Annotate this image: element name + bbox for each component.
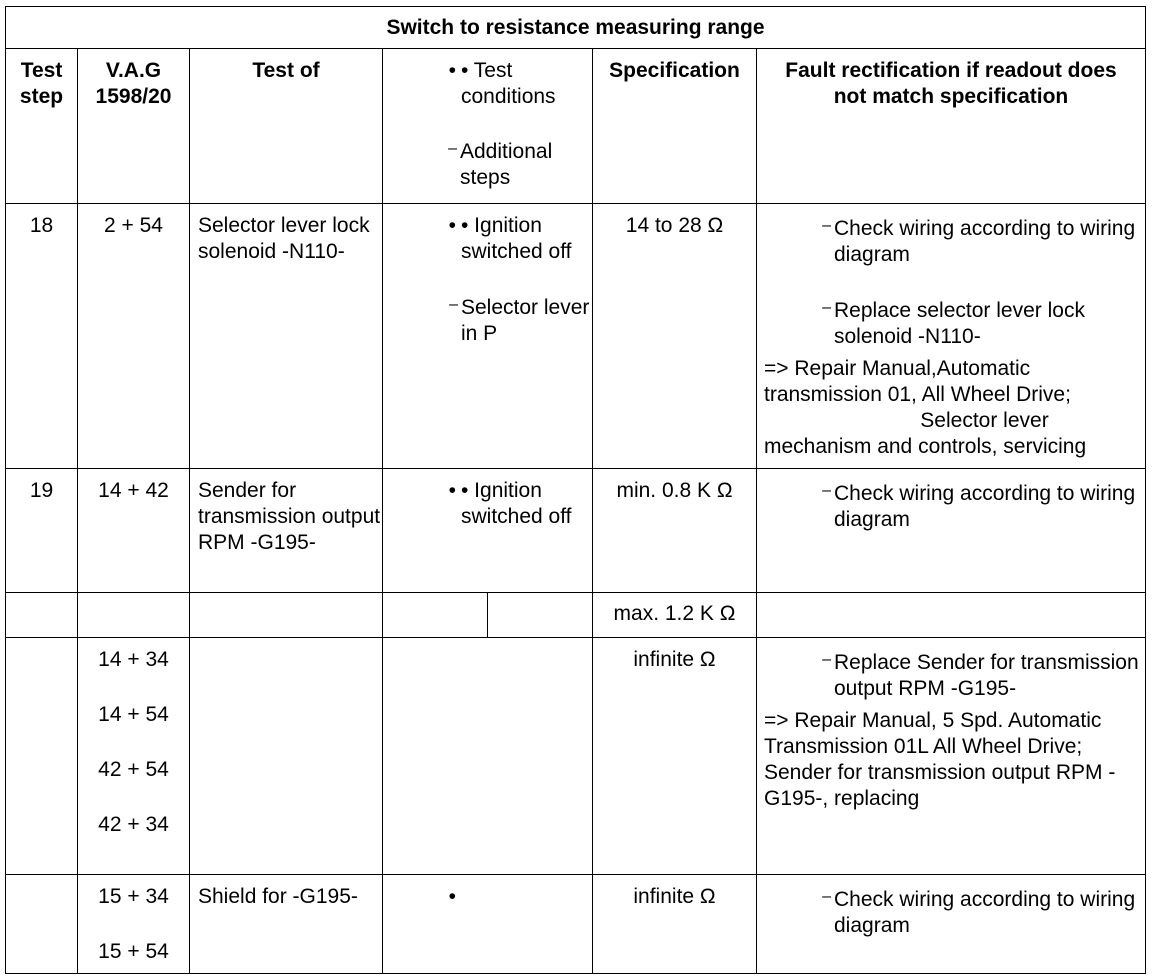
- dash-marker: –: [822, 299, 831, 316]
- fault-step-item: [764, 298, 1145, 350]
- vag-cell: [78, 638, 190, 875]
- table-row-step-19: [6, 469, 1146, 593]
- vag-pin-pair: 15 + 34: [98, 885, 169, 908]
- repair-manual-text: Selector lever: [920, 409, 1049, 432]
- vag-pin-pair: 14 + 54: [98, 703, 169, 726]
- test-of-cell: Selector lever lock solenoid -N110-: [190, 204, 383, 469]
- table-row-shield: [6, 875, 1146, 974]
- header-additional-text: Additional steps: [460, 140, 553, 189]
- bullet-marker: •: [448, 59, 456, 82]
- additional-step-item: [383, 295, 592, 347]
- bullet-marker: •: [448, 214, 456, 237]
- vag-cell: [78, 469, 190, 593]
- test-step-cell: 19: [6, 469, 78, 593]
- condition-text: • Ignition switched off: [461, 479, 572, 528]
- header-additional-item: [383, 139, 592, 191]
- header-condition-text: • Test conditions: [461, 59, 556, 108]
- conditions-cell: [383, 469, 593, 593]
- fault-step-text: Replace Sender for transmission output RPM -G195-: [834, 651, 1139, 700]
- vag-pin-pair: 15 + 54: [98, 940, 169, 963]
- resistance-test-table: [5, 6, 1146, 974]
- split-cell: [383, 593, 593, 638]
- fault-cell: [757, 204, 1146, 469]
- fault-step-text: Check wiring according to wiring diagram: [834, 888, 1136, 937]
- dash-marker: –: [822, 482, 831, 499]
- test-of-cell: Sender for transmission output RPM -G195-: [190, 469, 383, 593]
- dash-marker: –: [822, 888, 831, 905]
- fault-step-item: [764, 213, 1145, 268]
- additional-step-text: Selector lever in P: [461, 296, 590, 345]
- specification-cell: max. 1.2 K Ω: [593, 593, 757, 638]
- vag-pin-pair: 2 + 54: [104, 214, 163, 237]
- vag-pin-pair: 14 + 42: [98, 479, 169, 502]
- vag-pin-pair: 42 + 54: [98, 758, 169, 781]
- vag-cell: [78, 204, 190, 469]
- header-row: [6, 49, 1146, 204]
- empty-cell: [757, 593, 1146, 638]
- dash-marker: –: [822, 217, 831, 234]
- table-row-step-18: [6, 204, 1146, 469]
- split-cell-inner: [383, 593, 592, 637]
- repair-manual-reference: [764, 708, 1145, 812]
- split-left: [383, 593, 488, 637]
- header-vag: V.A.G 1598/20: [78, 49, 190, 204]
- header-conditions: [383, 49, 593, 204]
- fault-cell: [757, 469, 1146, 593]
- specification-cell: 14 to 28 Ω: [593, 204, 757, 469]
- condition-item: [383, 884, 592, 910]
- test-of-cell: Shield for -G195-: [190, 875, 383, 974]
- repair-manual-text: Sender for transmission output RPM -G195-, replacing: [764, 761, 1116, 810]
- fault-cell: [757, 875, 1146, 974]
- table-title: Switch to resistance measuring range: [6, 7, 1146, 49]
- specification-cell: infinite Ω: [593, 875, 757, 974]
- repair-manual-text: => Repair Manual, 5 Spd. Automatic Transmission 01L All Wheel Drive;: [764, 709, 1102, 758]
- empty-cell: [6, 875, 78, 974]
- empty-cell: [6, 638, 78, 875]
- vag-cell: [78, 875, 190, 974]
- header-test-step: Test step: [6, 49, 78, 204]
- empty-cell: [78, 593, 190, 638]
- empty-cell: [190, 638, 383, 875]
- condition-item: [383, 478, 592, 530]
- fault-step-text: Check wiring according to wiring diagram: [834, 217, 1136, 266]
- fault-step-item: [764, 478, 1145, 533]
- header-specification: Specification: [593, 49, 757, 204]
- fault-step-item: [764, 647, 1145, 702]
- dash-marker: –: [822, 651, 831, 668]
- dash-marker: –: [449, 296, 458, 313]
- title-row: [6, 7, 1146, 49]
- repair-manual-text: => Repair Manual,Automatic transmission 01, All Wheel Drive;: [764, 357, 1071, 406]
- empty-cell: [6, 593, 78, 638]
- fault-step-text: Replace selector lever lock solenoid -N110-: [834, 299, 1085, 348]
- header-condition-item: [383, 58, 592, 110]
- repair-manual-reference: [764, 356, 1145, 460]
- table-row-max: [6, 593, 1146, 638]
- fault-step-item: [764, 884, 1145, 939]
- repair-manual-text: mechanism and controls, servicing: [764, 435, 1087, 458]
- fault-step-text: Check wiring according to wiring diagram: [834, 482, 1136, 531]
- specification-cell: min. 0.8 K Ω: [593, 469, 757, 593]
- vag-pin-pair: 42 + 34: [98, 813, 169, 836]
- test-step-cell: 18: [6, 204, 78, 469]
- conditions-cell: [383, 875, 593, 974]
- condition-text: • Ignition switched off: [461, 214, 572, 263]
- test-table-page: [5, 6, 1146, 974]
- fault-cell: [757, 638, 1146, 875]
- specification-cell: infinite Ω: [593, 638, 757, 875]
- dash-marker: –: [448, 140, 457, 157]
- bullet-marker: •: [448, 479, 456, 502]
- header-test-of: Test of: [190, 49, 383, 204]
- table-row-infinite: [6, 638, 1146, 875]
- bullet-marker: •: [448, 885, 456, 908]
- empty-cell: [190, 593, 383, 638]
- conditions-cell: [383, 204, 593, 469]
- condition-item: [383, 213, 592, 265]
- empty-cell: [383, 638, 593, 875]
- split-right: [488, 593, 592, 637]
- vag-pin-pair: 14 + 34: [98, 648, 169, 671]
- header-fault: Fault rectification if readout does not match specification: [757, 49, 1146, 204]
